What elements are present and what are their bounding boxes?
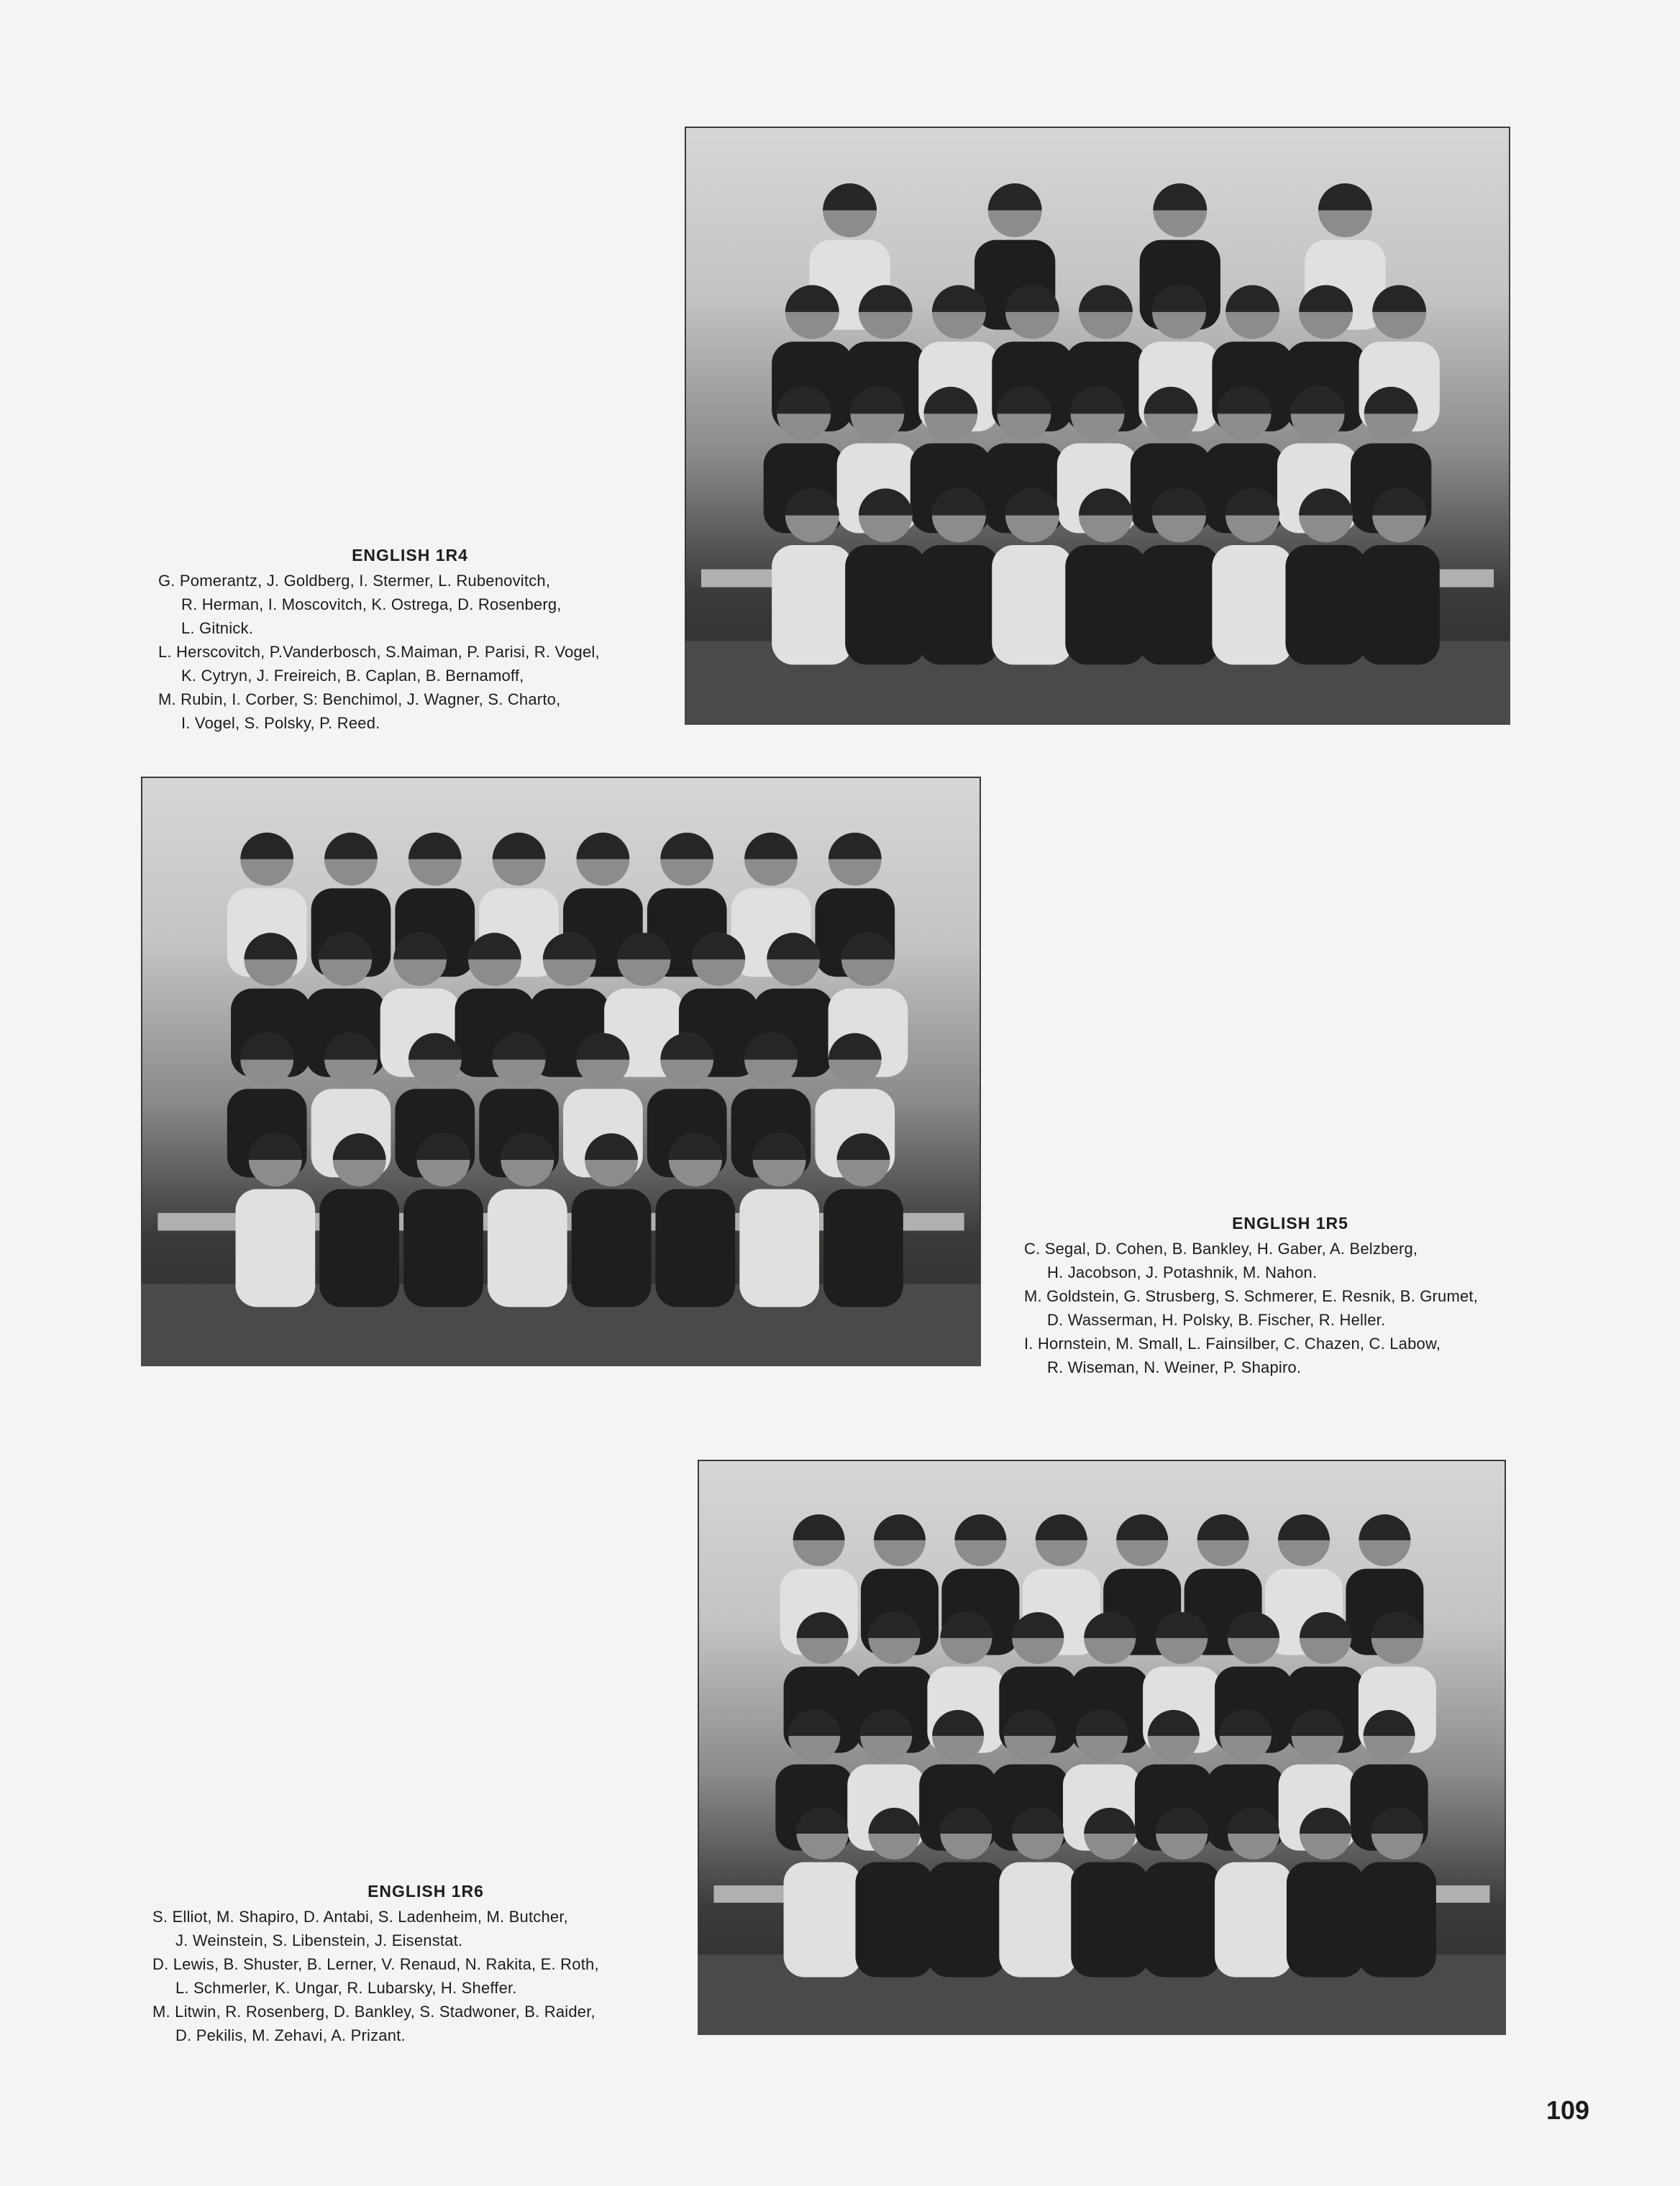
class-photo-1r5 xyxy=(141,777,981,1366)
person-hair xyxy=(954,1514,1006,1540)
name-line: I. Vogel, S. Polsky, P. Reed. xyxy=(181,714,380,732)
person-hair xyxy=(1225,285,1279,311)
person-body xyxy=(845,545,926,664)
person-hair xyxy=(793,1514,845,1540)
person-body xyxy=(488,1189,567,1307)
person-body xyxy=(1212,545,1292,664)
name-line: H. Jacobson, J. Potashnik, M. Nahon. xyxy=(1047,1263,1318,1281)
person-hair xyxy=(874,1514,926,1540)
person-body xyxy=(403,1189,483,1307)
person-body xyxy=(572,1189,652,1307)
photo-figures xyxy=(141,777,981,1366)
class-photo-1r6 xyxy=(698,1460,1506,2035)
name-line: M. Litwin, R. Rosenberg, D. Bankley, S. Stadwoner, B. Raider, xyxy=(152,2003,595,2021)
name-list xyxy=(1024,1237,1556,1379)
person-hair xyxy=(823,183,877,210)
name-line: M. Rubin, I. Corber, S: Benchimol, J. Wagner, S. Charto, xyxy=(158,690,561,708)
caption-1r6 xyxy=(152,1880,699,2047)
section-title: ENGLISH 1R6 xyxy=(368,1882,484,1901)
person-body xyxy=(992,545,1072,664)
person-body xyxy=(999,1862,1077,1977)
page-number: 109 xyxy=(1546,2095,1590,2125)
person-body xyxy=(1285,545,1366,664)
person-hair xyxy=(1197,1514,1249,1540)
person-hair xyxy=(493,833,546,859)
name-line: K. Cytryn, J. Freireich, B. Caplan, B. Bernamoff, xyxy=(181,667,524,685)
name-line: L. Gitnick. xyxy=(181,619,254,637)
person-body xyxy=(1287,1862,1364,1977)
person-body xyxy=(1359,545,1439,664)
person-body xyxy=(1359,1862,1436,1977)
name-line: L. Herscovitch, P.Vanderbosch, S.Maiman, P. Parisi, R. Vogel, xyxy=(158,643,600,661)
person-hair xyxy=(660,833,713,859)
name-list xyxy=(158,569,662,735)
name-list xyxy=(152,1905,699,2047)
name-line: D. Wasserman, H. Polsky, B. Fischer, R. Heller. xyxy=(1047,1311,1386,1329)
person-body xyxy=(1138,545,1219,664)
person-hair xyxy=(577,833,630,859)
photo-figures xyxy=(698,1460,1506,2035)
person-body xyxy=(823,1189,903,1307)
person-hair xyxy=(744,833,798,859)
name-line: D. Pekilis, M. Zehavi, A. Prizant. xyxy=(175,2026,406,2044)
person-body xyxy=(1071,1862,1149,1977)
person-hair xyxy=(1278,1514,1330,1540)
person-hair xyxy=(828,833,882,859)
name-line: J. Weinstein, S. Libenstein, J. Eisenstat. xyxy=(175,1931,463,1949)
person-body xyxy=(319,1189,399,1307)
person-hair xyxy=(1036,1514,1087,1540)
name-line: S. Elliot, M. Shapiro, D. Antabi, S. Ladenheim, M. Butcher, xyxy=(152,1908,568,1926)
person-hair xyxy=(988,183,1042,210)
section-title: ENGLISH 1R5 xyxy=(1232,1214,1348,1233)
person-body xyxy=(739,1189,819,1307)
name-line: I. Hornstein, M. Small, L. Fainsilber, C. Chazen, C. Labow, xyxy=(1024,1335,1441,1353)
person-body xyxy=(856,1862,933,1977)
section-title: ENGLISH 1R4 xyxy=(352,546,468,564)
photo-figures xyxy=(685,127,1510,725)
person-hair xyxy=(1116,1514,1168,1540)
person-hair xyxy=(408,833,462,859)
class-photo-1r4 xyxy=(685,127,1510,725)
caption-1r5 xyxy=(1024,1212,1556,1379)
name-line: R. Wiseman, N. Weiner, P. Shapiro. xyxy=(1047,1358,1302,1376)
caption-1r4 xyxy=(158,544,662,735)
person-body xyxy=(772,545,852,664)
name-line: C. Segal, D. Cohen, B. Bankley, H. Gaber, A. Belzberg, xyxy=(1024,1240,1418,1258)
person-hair xyxy=(1079,285,1133,312)
name-line: M. Goldstein, G. Strusberg, S. Schmerer, E. Resnik, B. Grumet, xyxy=(1024,1287,1479,1305)
person-body xyxy=(1065,545,1146,664)
person-hair xyxy=(1318,183,1372,210)
name-line: D. Lewis, B. Shuster, B. Lerner, V. Renaud, N. Rakita, E. Roth, xyxy=(152,1955,599,1973)
person-body xyxy=(1143,1862,1220,1977)
person-body xyxy=(927,1862,1005,1977)
name-line: G. Pomerantz, J. Goldberg, I. Stermer, L. Rubenovitch, xyxy=(158,572,551,590)
person-hair xyxy=(1359,1514,1410,1540)
person-body xyxy=(236,1189,316,1307)
name-line: R. Herman, I. Moscovitch, K. Ostrega, D. Rosenberg, xyxy=(181,595,562,613)
person-hair xyxy=(1153,183,1207,210)
name-line: L. Schmerler, K. Ungar, R. Lubarsky, H. Sheffer. xyxy=(175,1979,517,1997)
person-body xyxy=(918,545,999,664)
person-hair xyxy=(324,833,378,859)
person-body xyxy=(784,1862,862,1977)
person-hair xyxy=(240,833,293,859)
person-body xyxy=(1215,1862,1292,1977)
person-body xyxy=(656,1189,736,1307)
